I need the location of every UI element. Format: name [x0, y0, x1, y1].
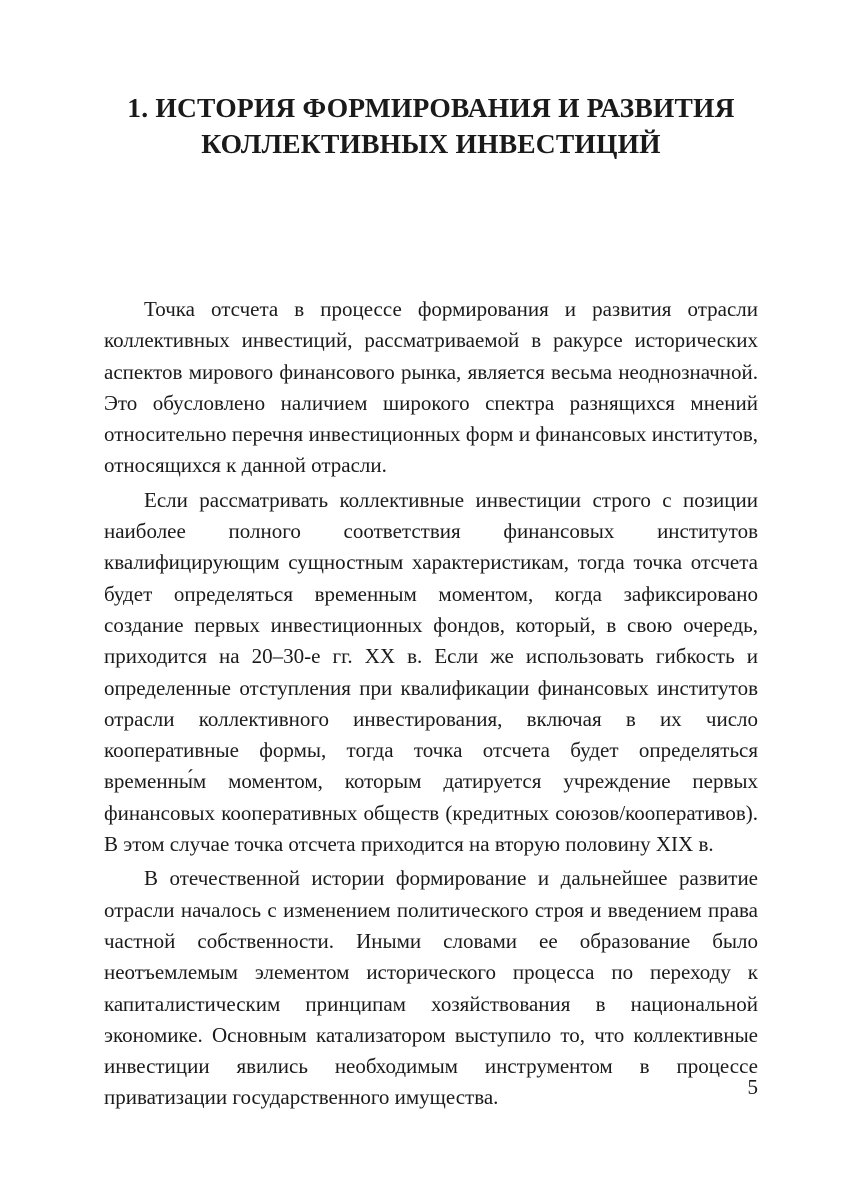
- page-number: 5: [747, 1075, 758, 1099]
- chapter-title-line-1: 1. ИСТОРИЯ ФОРМИРОВАНИЯ И РАЗВИТИЯ: [127, 92, 735, 123]
- paragraph-2: Если рассматривать коллективные инвестиции строго с позиции наиболее полного соответствия финансовых институтов квалифицирующим сущностным характеристикам, тогда точка отсчета будет определяться временным моментом, когда зафиксировано создание первых инвестиционных фондов, который, в свою очередь, приходится на 20–30-е гг. XX в. Если же использовать гибкость и определенные отступления при квалификации финансовых институтов отрасли коллективного инвестирования, включая в их число кооперативные формы, тогда точка отсчета будет определяться временны́м моментом, которым датируется учреждение первых финансовых кооперативных обществ (кредитных союзов/кооперативов). В этом случае точка отсчета приходится на вторую половину XIX в.: [104, 487, 758, 857]
- body-text: [104, 294, 758, 1114]
- paragraph-3: В отечественной истории формирование и дальнейшее развитие отрасли началось с изменением политического строя и введением права частной собственности. Иными словами ее образование было неотъемлемым элементом исторического процесса по переходу к капиталистическим принципам хозяйствования в национальной экономике. Основным катализатором выступило то, что коллективные инвестиции явились необходимым инструментом в процессе приватизации государственного имущества.: [104, 866, 758, 1110]
- chapter-title: [104, 90, 758, 162]
- chapter-title-line-2: КОЛЛЕКТИВНЫХ ИНВЕСТИЦИЙ: [201, 128, 661, 159]
- paragraph-1: Точка отсчета в процессе формирования и развития отрасли коллективных инвестиций, рассматриваемой в ракурсе исторических аспектов мирового финансового рынка, является весьма неоднозначной. Это обусловлено наличием широкого спектра разнящихся мнений относительно перечня инвестиционных форм и финансовых институтов, относящихся к данной отрасли.: [104, 297, 758, 478]
